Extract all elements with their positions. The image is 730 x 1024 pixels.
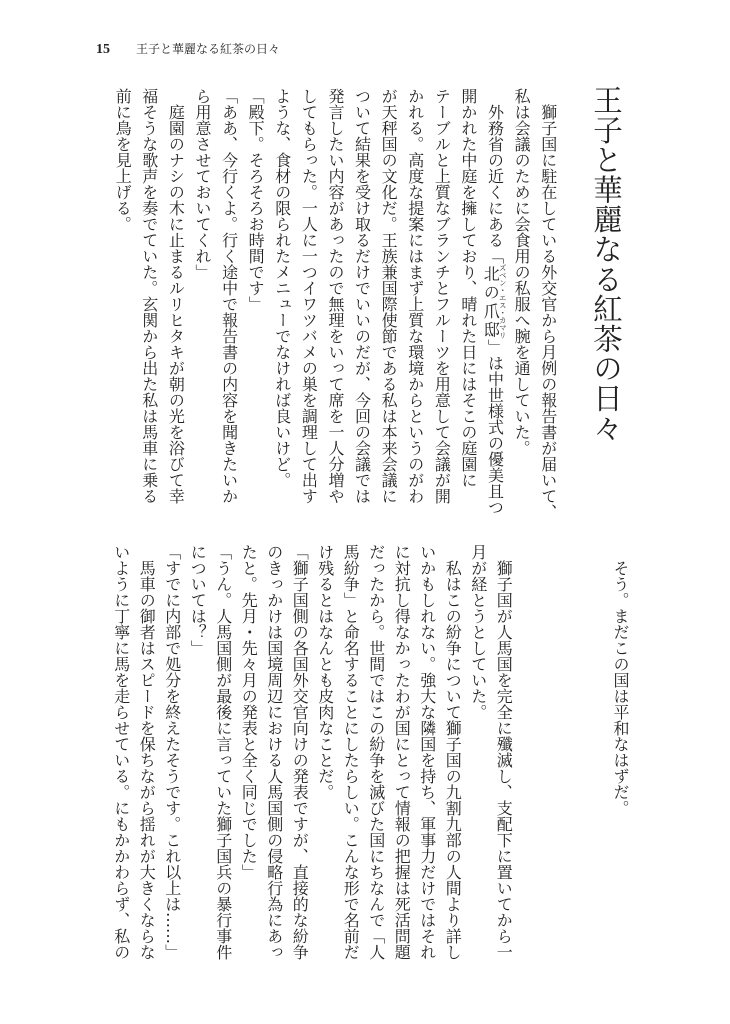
dialogue-line: 「うん。人馬国側が最後に言っていた獅子国兵の暴行事件 xyxy=(213,544,233,960)
text-line-lead: そう。まだこの国は平和なはずだ。 xyxy=(611,560,630,816)
text-segment: 外務省の近くにある「 xyxy=(485,104,505,264)
text-line: ついて結果を受け取るだけでいいのだが、今回の会議では xyxy=(352,88,372,504)
text-line: 獅子国に駐在している外交官から月例の報告書が届いて、 xyxy=(538,104,558,520)
dialogue-line: 「ああ、今行くよ。行く途中で報告書の内容を聞きたいか xyxy=(219,88,239,504)
text-line: してもらった。一人に一つイワツバメの巣を調理して出す xyxy=(299,88,319,504)
chapter-title: 王子と華麗なる紅茶の日々 xyxy=(589,85,623,443)
running-header xyxy=(96,40,280,58)
text-line: いかもしれない。強大な隣国を持ち、軍事力だけではそれ xyxy=(417,544,437,960)
text-line: かれる。高度な提案にはまず上質な環境からというのがわ xyxy=(405,88,425,504)
text-line: 開かれた中庭を擁しており、晴れた日にはそこの庭園に xyxy=(458,88,478,488)
text-line: については？」 xyxy=(188,544,208,656)
text-line: が天秤国の文化だ。王族兼国際使節である私は本来会議に xyxy=(379,88,399,504)
text-line: ような、食材の限られたメニューでなければ良いけど。 xyxy=(272,88,292,488)
text-line: ら用意させておいてくれ」 xyxy=(192,88,212,280)
text-line: 月が経とうとしていた。 xyxy=(468,544,488,720)
text-line: 私はこの紛争について獅子国の九割九部の人間より詳し xyxy=(443,560,463,960)
text-line: だったから。世間ではこの紛争を滅びた国にちなんで「人 xyxy=(366,544,386,960)
upper-text-block xyxy=(109,88,561,520)
text-line: 福そうな歌声を奏でていた。玄関から出た私は馬車に乗る xyxy=(139,88,159,504)
dialogue-line: 「殿下。そろそろお時間です」 xyxy=(246,88,266,312)
text-line-with-ruby xyxy=(481,88,508,520)
ruby-base: 北の爪邸 xyxy=(481,264,501,339)
dialogue-line: 「獅子国側の各国外交官向けの発表ですが、直接的な紛争 xyxy=(290,544,310,960)
text-line: 発言したい内容があったので無理をいって席を一人分増や xyxy=(325,88,345,504)
ruby-text: ズベン・エス・カマリ xyxy=(498,264,508,339)
dialogue-line: 「すでに内部で処分を終えたそうです。これ以上は……」 xyxy=(162,544,182,960)
text-line: のきっかけは国境周辺における人馬国側の侵略行為にあっ xyxy=(264,544,284,960)
text-line: 庭園のナシの木に止まるルリヒタキが朝の光を浴びて幸 xyxy=(166,104,186,504)
text-line: に対抗し得なかったわが国にとって情報の把握は死活問題 xyxy=(392,544,412,960)
page-number: 15 xyxy=(96,42,110,57)
text-line: たと。先月・先々月の発表と全く同じでした」 xyxy=(239,544,259,880)
text-segment: 」は中世様式の優美且つ xyxy=(485,339,505,515)
text-line: け残るとはなんとも皮肉なことだ。 xyxy=(315,544,335,800)
text-line: いように丁寧に馬を走らせている。にもかかわらず、私の xyxy=(111,544,131,960)
lower-text-block xyxy=(108,544,516,960)
text-line: 獅子国が人馬国を完全に殲滅し、支配下に置いてから一 xyxy=(494,560,514,960)
text-line: テーブルと上質なブランチとフルーツを用意して会議が開 xyxy=(432,88,452,504)
text-line: 馬車の御者はスピードを保ちながら揺れが大きくならな xyxy=(137,560,157,960)
ruby-annotation xyxy=(482,264,507,339)
text-line: 前に鳥を見上げる。 xyxy=(113,88,133,232)
text-line: 私は会議のために会食用の私服へ腕を通していた。 xyxy=(512,88,532,456)
running-title: 王子と華麗なる紅茶の日々 xyxy=(135,42,280,56)
text-line: 馬紛争」と命名することにしたらしい。こんな形で名前だ xyxy=(341,544,361,960)
